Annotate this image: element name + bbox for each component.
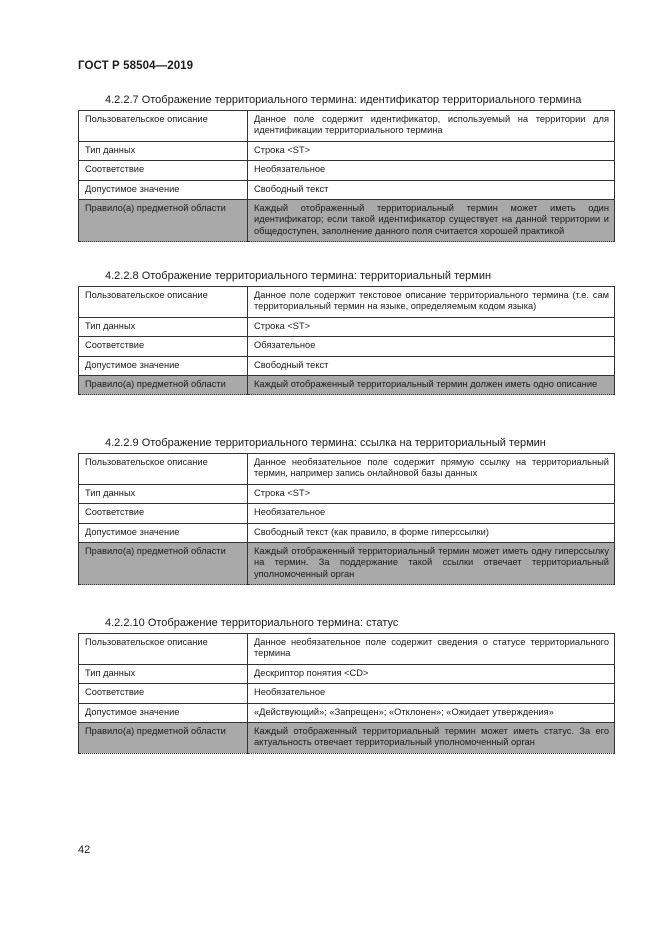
section-title: 4.2.2.7 Отображение территориального термина: идентификатор территориального термина bbox=[105, 94, 582, 106]
section-title: 4.2.2.10 Отображение территориального термина: статус bbox=[105, 617, 399, 629]
table-row bbox=[79, 523, 615, 542]
row-value: Необязательное bbox=[248, 684, 615, 703]
row-label: Правило(а) предметной области bbox=[79, 376, 248, 395]
table-row bbox=[79, 454, 615, 485]
table-row bbox=[79, 161, 615, 180]
section-title: 4.2.2.8 Отображение территориального термина: территориальный термин bbox=[105, 270, 492, 282]
row-label: Соответствие bbox=[79, 337, 248, 356]
row-value: Строка <ST> bbox=[248, 141, 615, 160]
row-value: Данное необязательное поле содержит сведения о статусе территориального термина bbox=[248, 634, 615, 665]
row-label: Допустимое значение bbox=[79, 356, 248, 375]
table-row bbox=[79, 634, 615, 665]
row-value: Свободный текст bbox=[248, 180, 615, 199]
row-label: Тип данных bbox=[79, 664, 248, 683]
row-value: Каждый отображенный территориальный термин может иметь один идентификатор; если такой идентификатор существует на данной территории и общедоступен, заполнение данного поля считается хорошей практикой bbox=[248, 200, 615, 242]
row-value: Свободный текст (как правило, в форме гиперссылки) bbox=[248, 523, 615, 542]
row-label: Правило(а) предметной области bbox=[79, 543, 248, 585]
row-value: Свободный текст bbox=[248, 356, 615, 375]
table-row bbox=[79, 317, 615, 336]
section-4-2-2-10 bbox=[78, 615, 615, 754]
row-label: Соответствие bbox=[79, 684, 248, 703]
row-label: Допустимое значение bbox=[79, 523, 248, 542]
section-4-2-2-9 bbox=[78, 435, 615, 585]
page-number: 42 bbox=[78, 844, 91, 856]
row-label: Допустимое значение bbox=[79, 180, 248, 199]
row-value: Необязательное bbox=[248, 161, 615, 180]
table-row bbox=[79, 337, 615, 356]
row-value: «Действующий»; «Запрещен»; «Отклонен»; «Ожидает утверждения» bbox=[248, 703, 615, 722]
table-row bbox=[79, 356, 615, 375]
row-value: Каждый отображенный территориальный термин должен иметь одно описание bbox=[248, 376, 615, 395]
row-label: Тип данных bbox=[79, 484, 248, 503]
row-label: Правило(а) предметной области bbox=[79, 723, 248, 754]
row-value: Обязательное bbox=[248, 337, 615, 356]
row-label: Пользовательское описание bbox=[79, 287, 248, 318]
row-value: Каждый отображенный территориальный термин может иметь статус. За его актуальность отвечает территориальный уполномоченный орган bbox=[248, 723, 615, 754]
attribute-table bbox=[78, 453, 615, 585]
table-row bbox=[79, 664, 615, 683]
row-value: Дескриптор понятия <CD> bbox=[248, 664, 615, 683]
row-label: Соответствие bbox=[79, 161, 248, 180]
row-label: Допустимое значение bbox=[79, 703, 248, 722]
table-row bbox=[79, 111, 615, 142]
row-label: Соответствие bbox=[79, 504, 248, 523]
table-row bbox=[79, 287, 615, 318]
row-label: Пользовательское описание bbox=[79, 111, 248, 142]
section-title: 4.2.2.9 Отображение территориального термина: ссылка на территориальный термин bbox=[105, 437, 546, 449]
row-value: Данное поле содержит идентификатор, используемый на территории для идентификации территориального термина bbox=[248, 111, 615, 142]
row-value: Строка <ST> bbox=[248, 317, 615, 336]
attribute-table bbox=[78, 633, 615, 754]
table-row-domain-rule bbox=[79, 723, 615, 754]
table-row-domain-rule bbox=[79, 543, 615, 585]
section-4-2-2-7 bbox=[78, 92, 615, 242]
document-header: ГОСТ Р 58504—2019 bbox=[78, 60, 194, 72]
row-value: Каждый отображенный территориальный термин может иметь одну гиперссылку на термин. За поддержание такой ссылки отвечает территориальный уполномоченный орган bbox=[248, 543, 615, 585]
row-value: Данное необязательное поле содержит прямую ссылку на территориальный термин, например запись онлайновой базы данных bbox=[248, 454, 615, 485]
row-value: Строка <ST> bbox=[248, 484, 615, 503]
table-row bbox=[79, 504, 615, 523]
section-4-2-2-8 bbox=[78, 268, 615, 395]
table-row bbox=[79, 684, 615, 703]
row-value: Данное поле содержит текстовое описание территориального термина (т.е. сам территориальный термин на языке, определяемым кодом языка) bbox=[248, 287, 615, 318]
table-row-domain-rule bbox=[79, 200, 615, 242]
attribute-table bbox=[78, 286, 615, 395]
table-row bbox=[79, 703, 615, 722]
row-value: Необязательное bbox=[248, 504, 615, 523]
row-label: Тип данных bbox=[79, 141, 248, 160]
row-label: Пользовательское описание bbox=[79, 454, 248, 485]
row-label: Тип данных bbox=[79, 317, 248, 336]
row-label: Правило(а) предметной области bbox=[79, 200, 248, 242]
table-row bbox=[79, 180, 615, 199]
table-row bbox=[79, 484, 615, 503]
table-row bbox=[79, 141, 615, 160]
table-row-domain-rule bbox=[79, 376, 615, 395]
row-label: Пользовательское описание bbox=[79, 634, 248, 665]
attribute-table bbox=[78, 110, 615, 242]
